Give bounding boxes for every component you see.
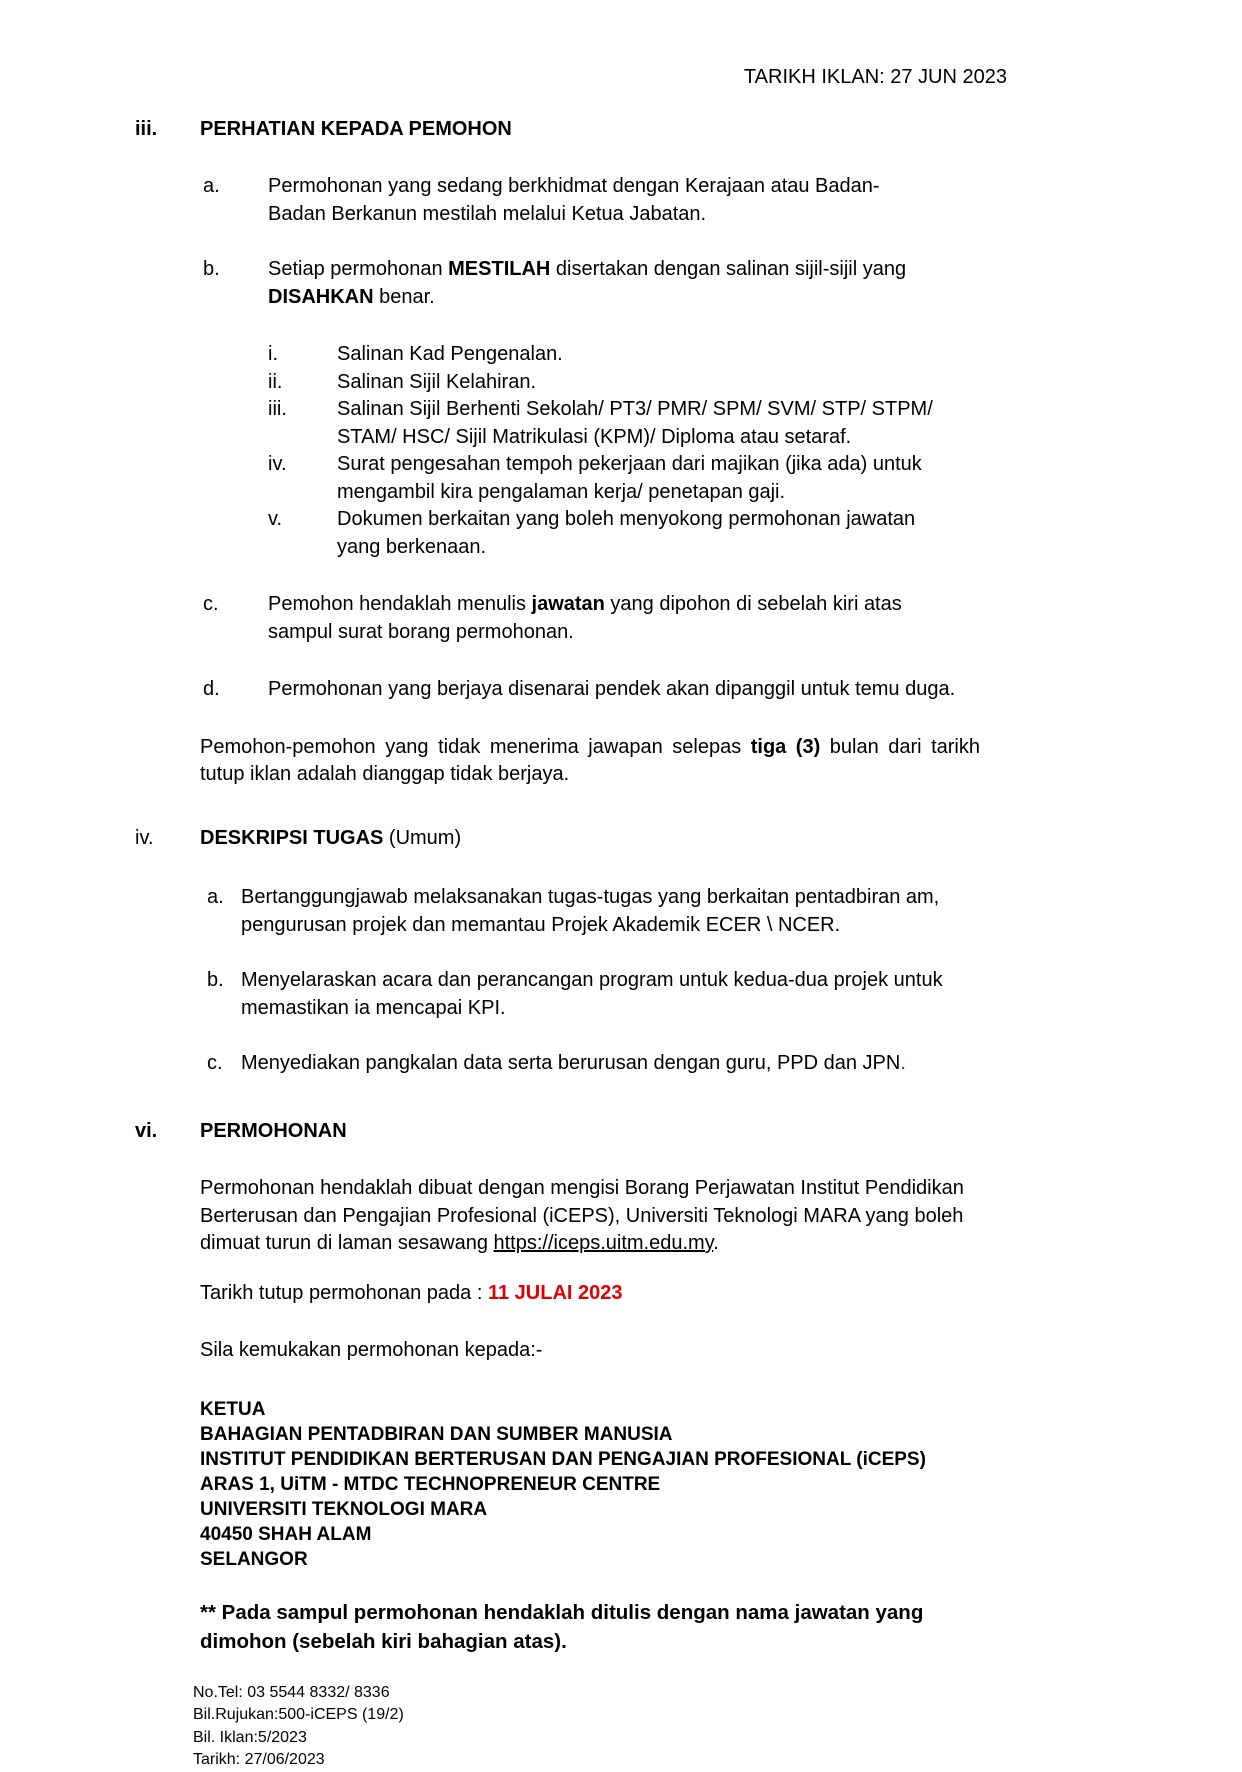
section-iii-heading	[135, 116, 1242, 144]
certificate-sublist	[268, 341, 1242, 561]
text-run: Setiap permohonan	[268, 258, 449, 280]
sublist-item	[268, 341, 1242, 369]
address-block	[200, 1397, 1242, 1572]
item-letter: d.	[203, 678, 220, 700]
text-run-bold: tiga (3)	[750, 735, 821, 758]
sublist-text: Salinan Kad Pengenalan.	[337, 343, 563, 365]
sublist-number: iii.	[268, 398, 287, 420]
address-line: SELANGOR	[200, 1548, 308, 1570]
text-run-bold: DISAHKAN	[268, 285, 374, 308]
list-item-d	[203, 676, 1242, 704]
sublist-text: Salinan Sijil Berhenti Sekolah/ PT3/ PMR/ SPM/ SVM/ STP/ STPM/ STAM/ HSC/ Sijil Matrikulasi (KPM)/ Diploma atau setaraf.	[337, 398, 933, 448]
address-line: INSTITUT PENDIDIKAN BERTERUSAN DAN PENGAJIAN PROFESIONAL (iCEPS)	[200, 1448, 926, 1470]
list-item-c	[203, 591, 1242, 646]
section-iv-title	[200, 825, 461, 853]
text-run: yang dipohon di sebelah kiri atas sampul surat borang permohonan.	[268, 593, 902, 643]
item-letter: b.	[203, 258, 220, 280]
item-text: Bertanggungjawab melaksanakan tugas-tugas yang berkaitan pentadbiran am, pengurusan projek dan memantau Projek Akademik ECER \ NCER.	[241, 886, 940, 936]
text-run: benar.	[373, 285, 435, 308]
text-run-bold: MESTILAH	[448, 258, 551, 280]
footer-line: Tarikh: 27/06/2023	[193, 1751, 325, 1768]
text-run-red: .	[900, 1052, 906, 1074]
item-letter: c.	[207, 1052, 223, 1074]
text-run-bold: jawatan	[531, 593, 605, 615]
text-run: .	[713, 1232, 719, 1254]
address-line: ARAS 1, UiTM - MTDC TECHNOPRENEUR CENTRE	[200, 1473, 661, 1495]
item-text	[241, 1050, 906, 1078]
item-text: Permohonan yang sedang berkhidmat dengan Kerajaan atau Badan-Badan Berkanun mestilah melalui Ketua Jabatan.	[268, 175, 880, 225]
duty-item-c	[207, 1050, 1242, 1078]
unsuccessful-note	[200, 734, 980, 789]
text-run: Tarikh tutup permohonan pada :	[200, 1281, 488, 1304]
section-vi-title: PERMOHONAN	[200, 1119, 347, 1142]
duty-item-a	[207, 884, 1242, 939]
section-iv-title-rest: (Umum)	[383, 826, 462, 849]
sublist-item	[268, 451, 1242, 506]
sublist-text: Surat pengesahan tempoh pekerjaan dari majikan (jika ada) untuk mengambil kira pengalaman kerja/ penetapan gaji.	[337, 453, 922, 503]
section-iii-title: PERHATIAN KEPADA PEMOHON	[200, 117, 512, 140]
item-letter: c.	[203, 593, 219, 615]
text-run: Pemohon hendaklah menulis	[268, 593, 532, 615]
section-iii-number: iii.	[135, 117, 158, 140]
sublist-text: Dokumen berkaitan yang boleh menyokong permohonan jawatan yang berkenaan.	[337, 508, 916, 558]
envelope-note: ** Pada sampul permohonan hendaklah ditulis dengan nama jawatan yang dimohon (sebelah kiri bahagian atas).	[200, 1600, 924, 1653]
sublist-number: iv.	[268, 453, 287, 475]
duty-item-b	[207, 967, 1242, 1022]
item-letter: a.	[207, 886, 224, 908]
submit-line: Sila kemukakan permohonan kepada:-	[200, 1339, 543, 1361]
sublist-item	[268, 396, 1242, 451]
footer-block	[193, 1682, 1242, 1772]
sublist-number: i.	[268, 343, 278, 365]
sublist-number: v.	[268, 508, 283, 530]
item-letter: b.	[207, 969, 224, 991]
footer-line: Bil. Iklan:5/2023	[193, 1728, 307, 1746]
section-vi-heading	[135, 1118, 1242, 1146]
section-iv-number: iv.	[135, 826, 154, 849]
list-item-b	[203, 256, 1242, 311]
deadline-date: 11 JULAI 2023	[487, 1281, 623, 1304]
sublist-item	[268, 369, 1242, 397]
address-line: 40450 SHAH ALAM	[200, 1523, 372, 1545]
item-text	[268, 591, 968, 646]
deadline-line	[200, 1280, 1242, 1308]
text-run: Menyediakan pangkalan data serta berurusan dengan guru, PPD dan JPN	[241, 1052, 901, 1074]
address-line: UNIVERSITI TEKNOLOGI MARA	[200, 1498, 488, 1520]
sublist-text: Salinan Sijil Kelahiran.	[337, 370, 537, 393]
iceps-website-link[interactable]: https://iceps.uitm.edu.my	[493, 1232, 714, 1254]
item-text: Permohonan yang berjaya disenarai pendek akan dipanggil untuk temu duga.	[268, 678, 956, 700]
sublist-item	[268, 506, 1242, 561]
footer-line: Bil.Rujukan:500-iCEPS (19/2)	[193, 1706, 404, 1723]
item-text: Menyelaraskan acara dan perancangan program untuk kedua-dua projek untuk memastikan ia mencapai KPI.	[241, 969, 943, 1019]
section-iv-title-bold: DESKRIPSI TUGAS	[200, 826, 384, 849]
text-run: Pemohon-pemohon yang tidak menerima jawapan selepas	[200, 735, 751, 758]
footer-line: No.Tel: 03 5544 8332/ 8336	[193, 1683, 390, 1701]
sublist-number: ii.	[268, 370, 283, 393]
text-run: disertakan dengan salinan sijil-sijil yang	[550, 258, 907, 280]
address-line: KETUA	[200, 1398, 266, 1420]
advert-date: TARIKH IKLAN: 27 JUN 2023	[743, 66, 1007, 88]
section-vi-number: vi.	[135, 1119, 158, 1142]
text-run: bulan dari tarikh tutup iklan adalah dianggap tidak berjaya.	[200, 735, 980, 785]
text-run: Permohonan hendaklah dibuat dengan mengisi Borang Perjawatan Institut Pendidikan Berterusan dan Pengajian Profesional (iCEPS), Universiti Teknologi MARA yang boleh dimuat turun di laman sesawang	[200, 1177, 964, 1254]
section-iv-heading	[135, 825, 1242, 853]
application-paragraph	[200, 1175, 1010, 1258]
item-letter: a.	[203, 175, 220, 197]
list-item-a	[203, 173, 1242, 228]
item-text	[268, 256, 948, 311]
address-line: BAHAGIAN PENTADBIRAN DAN SUMBER MANUSIA	[200, 1423, 673, 1445]
